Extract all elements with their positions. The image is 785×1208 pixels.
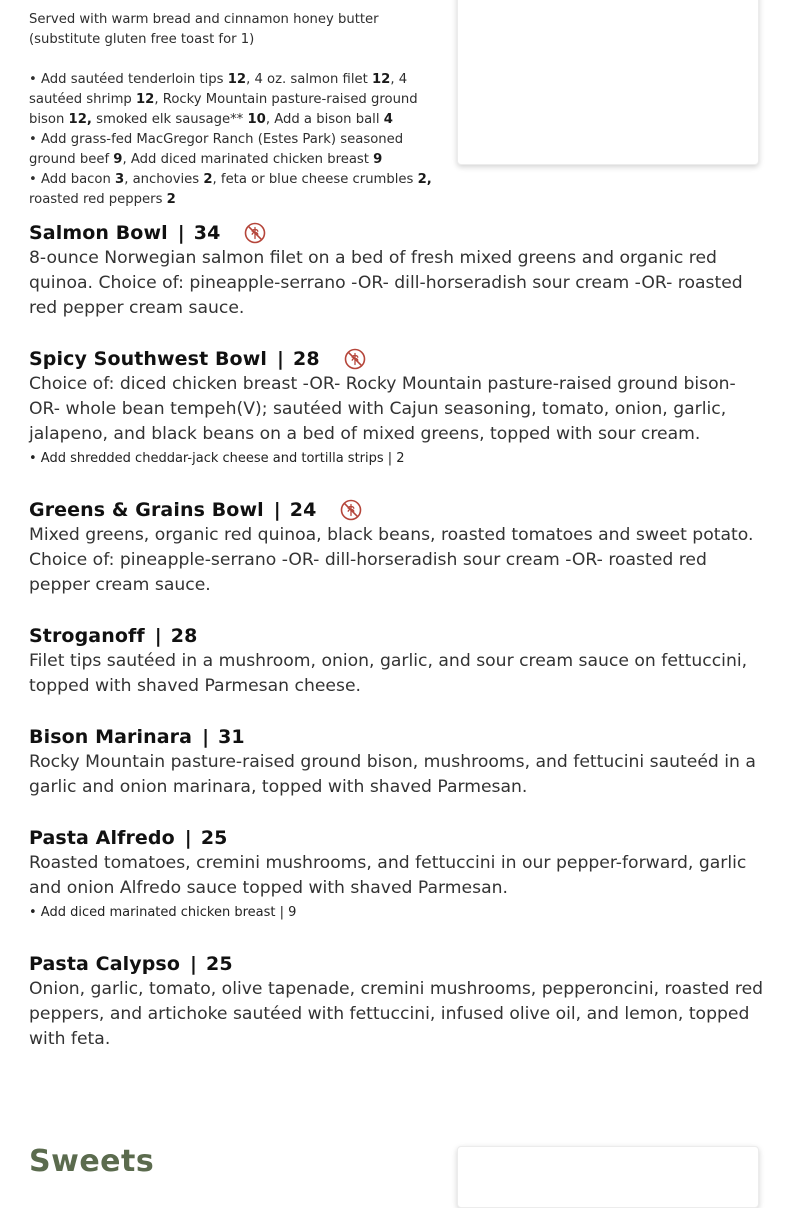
menu-item-heading [29, 951, 764, 977]
menu-item-heading [29, 497, 764, 523]
menu-item-heading [29, 220, 764, 246]
section-title-sweets: Sweets [29, 1144, 155, 1179]
item-description: Filet tips sautéed in a mushroom, onion, garlic, and sour cream sauce on fettuccini, topped with shaved Parmesan cheese. [29, 651, 748, 696]
item-description: Rocky Mountain pasture-raised ground bison, mushrooms, and fettucini sauteéd in a garlic and onion marinara, topped with shaved Parmesan. [29, 752, 756, 797]
menu-item-heading [29, 623, 764, 649]
item-price: 31 [218, 726, 245, 748]
dish-photo-card [457, 0, 759, 165]
addon-proteins-line: • Add sautéed tenderloin tips 12, 4 oz. salmon filet 12, 4 sautéed shrimp 12, Rocky Mountain pasture-raised ground bison 12, smoked elk sausage** 10, Add a bison ball 4 [29, 72, 418, 127]
item-description: Onion, garlic, tomato, olive tapenade, cremini mushrooms, pepperoncini, roasted red peppers, and artichoke sautéed with fettuccini, infused olive oil, and lemon, topped with feta. [29, 979, 764, 1049]
item-description: Roasted tomatoes, cremini mushrooms, and fettuccini in our pepper-forward, garlic and onion Alfredo sauce topped with shaved Parmesan. [29, 853, 747, 898]
menu-item-heading [29, 346, 764, 372]
menu-item-heading [29, 825, 764, 851]
menu-item-pasta-alfredo [29, 825, 764, 925]
separator: | [184, 827, 192, 849]
item-price: 25 [206, 953, 233, 975]
addon-toppings-line: • Add bacon 3, anchovies 2, feta or blue cheese crumbles 2, roasted red peppers 2 [29, 172, 432, 207]
item-price: 24 [289, 499, 317, 521]
item-name: Spicy Southwest Bowl [29, 348, 267, 370]
salad-addons-block [29, 10, 439, 210]
separator: | [190, 953, 198, 975]
item-name: Pasta Alfredo [29, 827, 175, 849]
item-description: Choice of: diced chicken breast -OR- Rocky Mountain pasture-raised ground bison-OR- whole bean tempeh(V); sautéed with Cajun seasoning, tomato, onion, garlic, jalapeno, and black beans on a bed of mixed greens, topped with sour cream. [29, 374, 736, 444]
item-price: 34 [193, 222, 221, 244]
gluten-free-icon [340, 499, 362, 521]
gluten-free-icon [344, 348, 366, 370]
item-name: Salmon Bowl [29, 222, 168, 244]
served-with-text: Served with warm bread and cinnamon honey butter [29, 12, 379, 27]
item-price: 25 [200, 827, 228, 849]
menu-item-greens-grains-bowl [29, 497, 764, 598]
addon-beef-chicken-line: • Add grass-fed MacGregor Ranch (Estes Park) seasoned ground beef 9, Add diced marinated chicken breast 9 [29, 132, 404, 167]
menu-item-pasta-calypso [29, 951, 764, 1052]
menu-item-heading [29, 724, 764, 750]
item-description: Mixed greens, organic red quinoa, black beans, roasted tomatoes and sweet potato. Choice of: pineapple-serrano -OR- dill-horseradish sour cream -OR- roasted red pepper cream sauce. [29, 525, 754, 595]
separator: | [202, 726, 210, 748]
item-name: Greens & Grains Bowl [29, 499, 264, 521]
item-addon: • Add diced marinated chicken breast | 9 [29, 905, 297, 920]
menu-item-bison-marinara [29, 724, 764, 800]
separator: | [273, 499, 281, 521]
separator: | [177, 222, 185, 244]
menu-item-spicy-southwest-bowl [29, 346, 764, 471]
menu-item-stroganoff [29, 623, 764, 699]
menu-page [29, 0, 764, 1179]
gluten-free-icon [244, 222, 266, 244]
gluten-free-substitute-text: (substitute gluten free toast for 1) [29, 32, 255, 47]
item-price: 28 [170, 625, 198, 647]
item-name: Stroganoff [29, 625, 145, 647]
item-name: Pasta Calypso [29, 953, 180, 975]
item-price: 28 [293, 348, 320, 370]
dessert-photo-card [457, 1146, 759, 1208]
item-addon: • Add shredded cheddar-jack cheese and tortilla strips | 2 [29, 451, 405, 466]
item-description: 8-ounce Norwegian salmon filet on a bed of fresh mixed greens and organic red quinoa. Choice of: pineapple-serrano -OR- dill-horseradish sour cream -OR- roasted red pepper cream sauce. [29, 248, 743, 318]
menu-item-salmon-bowl [29, 220, 764, 321]
separator: | [154, 625, 162, 647]
separator: | [276, 348, 285, 370]
item-name: Bison Marinara [29, 726, 193, 748]
